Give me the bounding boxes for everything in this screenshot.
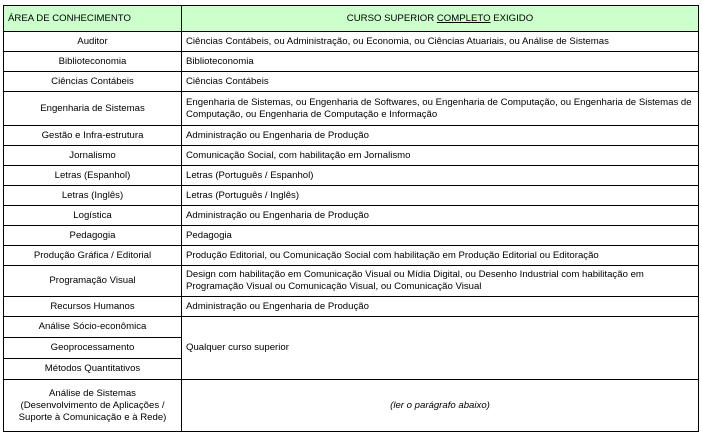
course-cell: Design com habilitação em Comunicação Visual ou Mídia Digital, ou Desenho Industrial com habilitação em Programação Visual ou Comunicação Visual, ou Comunicação Visual: [182, 266, 699, 297]
area-cell: Engenharia de Sistemas: [4, 92, 182, 126]
table-row: [4, 92, 699, 126]
area-cell: Jornalismo: [4, 146, 182, 166]
table-row: [4, 297, 699, 317]
area-cell: Ciências Contábeis: [4, 72, 182, 92]
area-cell: Letras (Inglês): [4, 186, 182, 206]
table-row: [4, 32, 699, 52]
course-cell: Letras (Português / Espanhol): [182, 166, 699, 186]
table-row: [4, 126, 699, 146]
area-line: (Desenvolvimento de Aplicações /: [20, 399, 165, 411]
course-cell: Ciências Contábeis, ou Administração, ou Economia, ou Ciências Atuariais, ou Análise de Sistemas: [182, 32, 699, 52]
course-cell: Letras (Português / Inglês): [182, 186, 699, 206]
course-cell: Administração ou Engenharia de Produção: [182, 206, 699, 226]
area-line: Suporte à Comunicação e à Rede): [18, 411, 167, 423]
header-course-underlined: COMPLETO: [436, 12, 491, 24]
table-row: [4, 72, 699, 92]
table-row: [4, 166, 699, 186]
course-cell: Comunicação Social, com habilitação em Jornalismo: [182, 146, 699, 166]
area-cell: Biblioteconomia: [4, 52, 182, 72]
header-course: [182, 6, 699, 32]
course-cell: Biblioteconomia: [182, 52, 699, 72]
table-row: [4, 52, 699, 72]
course-cell: Administração ou Engenharia de Produção: [182, 297, 699, 317]
area-cell: Geoprocessamento: [4, 338, 182, 359]
area-cell: Recursos Humanos: [4, 297, 182, 317]
course-cell-reference: (ler o parágrafo abaixo): [182, 380, 699, 432]
area-line: Análise de Sistemas: [49, 387, 136, 399]
course-cell: Ciências Contábeis: [182, 72, 699, 92]
area-cell: Auditor: [4, 32, 182, 52]
header-course-before: CURSO SUPERIOR: [346, 12, 437, 24]
course-cell: Engenharia de Sistemas, ou Engenharia de Softwares, ou Engenharia de Computação, ou Engenharia de Sistemas de Computação, ou Engenharia de Computação e Informação: [182, 92, 699, 126]
header-area: ÁREA DE CONHECIMENTO: [4, 6, 182, 32]
area-cell: Pedagogia: [4, 226, 182, 246]
table-row: [4, 266, 699, 297]
area-cell: Logística: [4, 206, 182, 226]
area-cell: Análise Sócio-econômica: [4, 317, 182, 338]
table-row: [4, 146, 699, 166]
requirements-table: [3, 5, 699, 432]
area-cell: Gestão e Infra-estrutura: [4, 126, 182, 146]
table-row: [4, 246, 699, 266]
course-cell: Produção Editorial, ou Comunicação Social com habilitação em Produção Editorial ou Editoração: [182, 246, 699, 266]
table-row: [4, 317, 699, 338]
table-row: [4, 380, 699, 432]
area-cell: Programação Visual: [4, 266, 182, 297]
course-cell: Administração ou Engenharia de Produção: [182, 126, 699, 146]
area-cell-multiline: [4, 380, 182, 432]
table-row: [4, 206, 699, 226]
area-cell: Produção Gráfica / Editorial: [4, 246, 182, 266]
header-course-after: EXIGIDO: [490, 12, 534, 24]
area-cell: Métodos Quantitativos: [4, 359, 182, 380]
header-row: [4, 6, 699, 32]
group-course-cell: Qualquer curso superior: [182, 317, 699, 380]
course-cell: Pedagogia: [182, 226, 699, 246]
area-cell: Letras (Espanhol): [4, 166, 182, 186]
table-row: [4, 226, 699, 246]
table-row: [4, 186, 699, 206]
